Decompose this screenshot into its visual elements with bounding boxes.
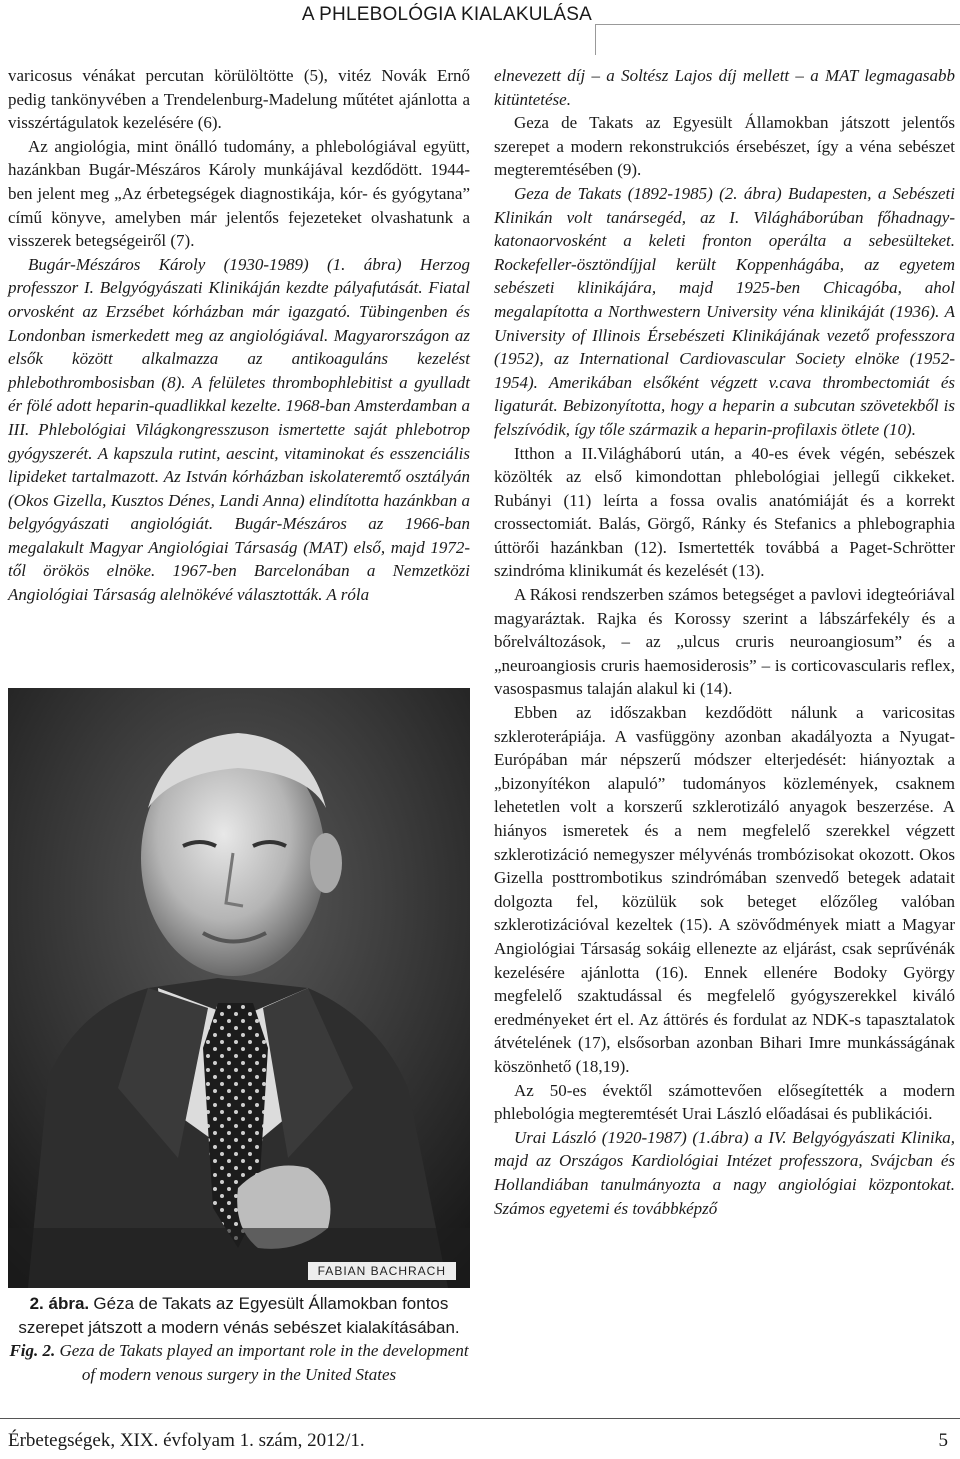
caption-text-hu: Géza de Takats az Egyesült Államokban fontos szerepet játszott a modern vénás sebészet kialakításában. <box>18 1294 460 1337</box>
left-column <box>8 64 470 607</box>
paragraph: Itthon a II.Világháború után, a 40-es évek végén, sebészek közölték az első kimondottan phlebológiai jellegű cikkeket. Rubányi (11) leírta a fossa ovalis anatómiáját és a korrekt crossectomiát. Balás, Görgő, Ránky és Stefanics a phlebographia úttörői hazánkban (12). Ismertették továbbá a Paget-Schrötter szindróma klinikumát és kezelését (13). <box>494 443 955 581</box>
paragraph: Geza de Takats az Egyesült Államokban játszott jelentős szerepet a modern rekonstrukciós érsebészet, így a véna sebészet megteremtésében (9). <box>494 113 955 180</box>
paragraph: Az 50-es évektől számottevően elősegítették a modern phlebológia megteremtését Urai László előadásai és publikációi. <box>494 1080 955 1124</box>
caption-text-en: Geza de Takats played an important role in the development of modern venous surgery in the United States <box>59 1341 469 1384</box>
paragraph: Az angiológia, mint önálló tudomány, a phlebológiával együtt, hazánkban Bugár-Mészáros Károly munkájával kezdődött. 1944-ben jelent meg „Az érbetegségek diagnostikája, kór- és gyógytana” című könyve, amelyben már jelentős fejezeteket olvashatunk a visszerek betegségeiről (7). <box>8 136 470 251</box>
photo-credit: FABIAN BACHRACH <box>308 1262 456 1280</box>
running-header: A PHLEBOLÓGIA KIALAKULÁSA <box>301 4 592 25</box>
paragraph: Urai László (1920-1987) (1.ábra) a IV. Belgyógyászati Klinika, majd az Országos Kardiológiai Intézet professzora, Svájcban és Hollandiában tanulmányozta a nagy angiológiai központokat. Számos egyetemi és továbbképző <box>494 1127 955 1218</box>
paragraph: elnevezett díj – a Soltész Lajos díj mellett – a MAT legmagasabb kitüntetése. <box>494 66 955 109</box>
header-rule <box>595 24 960 55</box>
paragraph: Bugár-Mészáros Károly (1930-1989) (1. ábra) Herzog professzor I. Belgyógyászati Klinikáján kezdte pályafutását. Fiatal orvosként az Erzsébet kórházban már igazgató. Tübingenben és Londonban ismerkedett meg az angiológiával. Magyarországon az elsők között alkalmazza az antikoaguláns kezelést phlebothrombosisban (8). A felületes thrombophlebitist a gyulladt ér fölé adott heparin-quadlikkal kezelte. 1968-ban Amsterdamban a III. Phlebológiai Világkongresszuson ismertette saját phlebotrop gyógyszerét. A kapszula rutint, aescint, vitaminokat és esszenciális lipideket tartalmazott. Az István kórházban iskolateremtő osztályán (Okos Gizella, Kusztos Dénes, Landi Anna) elindította hazánkban a belgyógyászati angiológiát. Bugár-Mészáros az 1966-ban megalakult Magyar Angiológiai Társaság (MAT) első, majd 1972-től örökös elnöke. 1967-ben Barcelonában a Nemzetközi Angiológiai Társaság alelnökévé választották. A róla <box>8 254 470 605</box>
paragraph: Geza de Takats (1892-1985) (2. ábra) Budapesten, a Sebészeti Klinikán volt tanársegéd, az I. Világháborúban főhadnagy- katonaorvosként a keleti fronton operálta a sebesülteket. Rockefeller-ösztöndíjjal került Koppenhágába, az egyetem sebészeti klinikájára, majd 1925-ben Chicagóba, ahol megalapította a Northwestern University véna klinikáját (1936). A University of Illinois Érsebészeti Klinikájának vezető professzora (1952), az International Cardiovascular Society elnöke (1952-1954). Amerikában elsőként végzett v.cava thrombectomiát és ligaturát. Bebizonyította, hogy a heparin a subcutan szövetekből is felszívódik, így tőle származik a heparin-profilaxis ötlete (10). <box>494 183 955 439</box>
paragraph: A Rákosi rendszerben számos betegséget a pavlovi idegteóriával magyaráztak. Rajka és Korossy szerint a lábszárfekély és a bőrelváltozások, – az „ulcus cruris neuroangiosum” és a „neuroangiosis cruris haemosiderosis” – is corticovascularis reflex, vasospasmus talaján alakul ki (14). <box>494 585 955 699</box>
figure-caption <box>8 1292 470 1386</box>
portrait-photo <box>8 688 470 1288</box>
paragraph: Ebben az időszakban kezdődött nálunk a varicositas szkleroterápiája. A vasfüggöny azonban akadályozta a Nyugat-Európában már népszerű módszer elterjedését: hiányoztak a „bizonyítékon alapuló” tudományos közlemények, csaknem lehetetlen volt a korszerű szklerotizáló anyagok beszerzése. A hiányos ismeretek és a nem megfelelő szerekkel végzett szklerotizáció nemegyszer mélyvénás trombózisokat okozott. Okos Gizella posttrombotikus szindrómában szenvedő betegek adatait dolgozta fel, közülük sok beteget előzőleg valóban szklerotizációval kezeltek (15). A szövődmények miatt a Magyar Angiológiai Társaság sokáig ellenezte az eljárást, csak seprűvénák kezelésére ajánlotta (16). Ennek ellenére Bodoky György megfelelő szaktudással és megfelelő gyógyszerekkel kiváló eredményeket ért el. Az áttörés és fordulat az NDK-s tapasztalatok átvételének (17), elsősorban azonban Bihari Imre munkásságának köszönhető (18,19). <box>494 703 955 1076</box>
right-column <box>494 64 955 1220</box>
page-number: 5 <box>938 1430 948 1451</box>
footer-rule <box>0 1418 960 1419</box>
paragraph: varicosus vénákat percutan körülöltötte (5), vitéz Novák Ernő pedig tankönyvében a Trendelenburg-Madelung műtétet ajánlotta a visszértágulatok kezelésére (6). <box>8 66 470 133</box>
caption-label-hu: 2. ábra. <box>29 1294 90 1313</box>
journal-citation: Érbetegségek, XIX. évfolyam 1. szám, 2012/1. <box>8 1430 365 1451</box>
caption-label-en: Fig. 2. <box>9 1341 56 1361</box>
